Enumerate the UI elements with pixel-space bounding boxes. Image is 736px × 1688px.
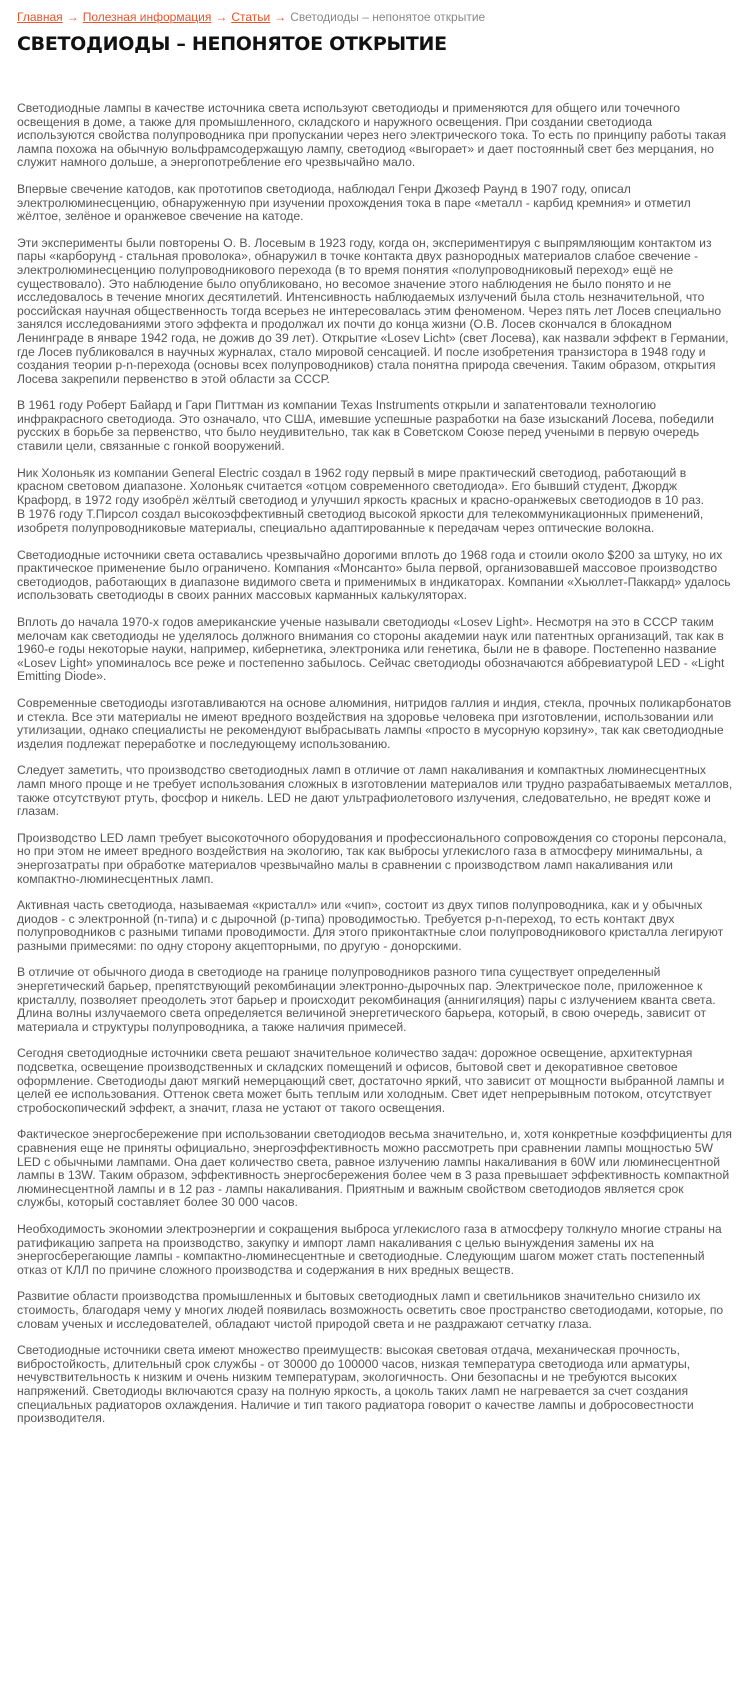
article-paragraph: Современные светодиоды изготавливаются на основе алюминия, нитридов галлия и индия, стекла, прочных поликарбонатов и стекла. Все эти материалы не имеют вредного воздействия на здоровье человека при изготовлении, использовании или утилизации, однако специалисты не рекомендуют выбрасывать лампы «просто в мусорную корзину», так как светодиодные изделия подлежат переработке и последующему использованию.: [17, 695, 732, 751]
article-paragraph: В 1961 году Роберт Байард и Гари Питтман из компании Texas Instruments открыли и запатентовали технологию инфракрасного светодиода. Это означало, что США, имевшие успешные разработки на базе изысканий Лосева, победили русских в борьбе за первенство, что было неудивительно, так как в Советском Союзе перед учеными в первую очередь ставили цели, связанные с гонкой вооружений.: [17, 398, 714, 454]
breadcrumb: [17, 10, 721, 25]
page-header: [17, 10, 721, 55]
breadcrumb-link-useful-info[interactable]: Полезная информация: [82, 10, 212, 24]
article-paragraph: Светодиодные источники света оставались чрезвычайно дорогими вплоть до 1968 года и стоили около $200 за штуку, но их практическое применение было ограничено. Компания «Монсанто» была первой, организовавшей массовое производство светодиодов, работающих в диапазоне видимого света и применимых в индикаторах. Компании «Хьюллет-Паккард» удалось использовать светодиоды в своих ранних массовых карманных калькуляторах.: [17, 547, 731, 603]
breadcrumb-separator: →: [66, 10, 79, 24]
article-paragraph: Необходимость экономии электроэнергии и сокращения выброса углекислого газа в атмосферу толкнуло многие страны на ратификацию запрета на производство, закупку и импорт ламп накаливания с целью вынуждения замены их на энергосберегающие лампы - компактно-люминесцентные и светодиодные. Следующим шагом может стать постепенный отказ от КЛЛ по причине сложного производства и содержания в них вредных веществ.: [17, 1221, 722, 1277]
article-paragraph: Вплоть до начала 1970-х годов американские ученые называли светодиоды «Losev Light». Несмотря на это в СССР таким мелочам как светодиоды не уделялось должного внимания со стороны академии наук или патентных организаций, так как в 1960-е годы некоторые науки, например, кибернетика, электроника или генетика, были не в фаворе. Постепенно название «Losev Light» упоминалось все реже и постепенно забылось. Сейчас светодиоды обозначаются аббревиатурой LED - «Light Emitting Diode».: [17, 615, 725, 684]
article-paragraph: В отличие от обычного диода в светодиоде на границе полупроводников разного типа существует определенный энергетический барьер, препятствующий рекомбинации электронно-дырочных пар. Электрическое поле, приложенное к кристаллу, позволяет преодолеть этот барьер и происходит рекомбинация (аннигиляция) пары с излучением кванта света. Длина волны излучаемого света определяется величиной энергетического барьера, который, в свою очередь, зависит от материала и структуры полупроводника, а также наличия примесей.: [17, 965, 716, 1034]
article-paragraph: Светодиодные источники света имеют множество преимуществ: высокая световая отдача, механическая прочность, вибростойкость, длительный срок службы - от 30000 до 100000 часов, низкая температура светодиода или арматуры, нечувствительность к низким и очень низким температурам, экологичность. Они безопасны и не требуются высоких напряжений. Светодиоды включаются сразу на полную яркость, а цоколь таких ламп не нагревается за счет создания специальных радиаторов охлаждения. Наличие и тип такого радиатора говорит о качестве лампы и добросовестности производителя.: [17, 1343, 694, 1426]
article-paragraph: Следует заметить, что производство светодиодных ламп в отличие от ламп накаливания и компактных люминесцентных ламп много проще и не требует использования сложных в изготовлении материалов или трудно разрабатываемых металлов, также отсутствуют ртуть, фосфор и никель. LED не дают ультрафиолетового излучения, следовательно, не вредят коже и глазам.: [17, 763, 733, 819]
breadcrumb-separator: →: [215, 10, 228, 24]
article-paragraph: Светодиодные лампы в качестве источника света используют светодиоды и применяются для общего или точечного освещения в доме, а также для промышленного, складского и наружного освещения. При создании светодиода используются свойства полупроводника при пропускании через него электрического тока. То есть по принципу работы такая лампа похожа на обычную вольфрамсодержащую лампу, светодиод «выгорает» и дает постоянный свет без мерцания, но служит намного дольше, а энергопотребление его чрезвычайно мало.: [17, 101, 727, 170]
article-paragraph: Впервые свечение катодов, как прототипов светодиода, наблюдал Генри Джозеф Раунд в 1907 году, описал электролюминесценцию, обнаруженную при изучении прохождения тока в паре «металл - карбид кремния» и отметил жёлтое, зелёное и оранжевое свечение на катоде.: [17, 181, 691, 224]
breadcrumb-link-home[interactable]: Главная: [17, 10, 63, 24]
article-paragraph: В 1976 году Т.Пирсол создал высокоэффективный светодиод высокой яркости для телекоммуникационных применений, изобретя полупроводниковые материалы, специально адаптированные к передачам через оптические волокна.: [17, 507, 704, 536]
article-paragraph: Производство LED ламп требует высокоточного оборудования и профессионального сопровождения со стороны персонала, но при этом не имеет вредного воздействия на экологию, так как выбросы углекислого газа в атмосферу минимальны, а энергозатраты при обработке материалов чрезвычайно малы в сравнении с производством ламп накаливания или компактно-люминесцентных ламп.: [17, 830, 727, 886]
article-body: [17, 102, 733, 1439]
page-title: СВЕТОДИОДЫ – НЕПОНЯТОЕ ОТКРЫТИЕ: [17, 33, 447, 55]
breadcrumb-link-articles[interactable]: Статьи: [231, 10, 271, 24]
article-paragraph: Эти эксперименты были повторены О. В. Лосевым в 1923 году, когда он, экспериментируя с выпрямляющим контактом из пары «карборунд - стальная проволока», обнаружил в точке контакта двух разнородных материалов слабое свечение - электролюминесценцию полупроводникового перехода (в то время понятия «полупроводниковый переход» ещё не существовало). Это наблюдение было опубликовано, но весомое значение этого наблюдения не было понято и не исследовалось в течение многих десятилетий. Интенсивность наблюдаемых излучений была столь незначительной, что российская научная общественность тогда всерьез не интересовалась этим феноменом. Через пять лет Лосев специально занялся исследованиями этого эффекта и продолжал их почти до конца жизни (О.В. Лосев скончался в блокадном Ленинграде в январе 1942 года, не дожив до 39 лет). Открытие «Losev Licht» (свет Лосева), как назвали эффект в Германии, где Лосев публиковался в научных журналах, стало мировой сенсацией. И после изобретения транзистора в 1948 году и создания теории p-n-перехода (основы всех полупроводников) стала понятна природа свечения. Таким образом, открытия Лосева закрепили первенство в этой области за СССР.: [17, 235, 729, 386]
article-paragraph: Фактическое энергосбережение при использовании светодиодов весьма значительно, и, хотя конкретные коэффициенты для сравнения еще не приняты официально, энергоэффективность можно рассмотреть при сравнении лампы мощностью 5W LED с обычными лампами. Она дает количество света, равное излучению лампы накаливания в 60W или люминесцентной лампы в 13W. Таким образом, эффективность энергосбережения более чем в 3 раза превышает эффективность компактной люминесцентной лампы и в 12 раз - лампы накаливания. Приятным и важным свойством светодиодов является срок службы, который составляет более 30 000 часов.: [17, 1127, 732, 1210]
breadcrumb-current: Светодиоды – непонятое открытие: [290, 10, 486, 24]
article-paragraph: Активная часть светодиода, называемая «кристалл» или «чип», состоит из двух типов полупроводника, как и у обычных диодов - с электронной (n-типа) и с дырочной (p-типа) проводимостью. Требуется p-n-переход, то есть контакт двух полупроводников с разными типами проводимости. Для этого приконтактные слои полупроводникового кристалла легируют разными примесями: по одну сторону акцепторными, по другую - донорскими.: [17, 898, 724, 953]
article-paragraph: Ник Холоньяк из компании General Electric создал в 1962 году первый в мире практический светодиод, работающий в красном световом диапазоне. Холоньяк считается «отцом современного светодиода». Его бывший студент, Джордж Крафорд, в 1972 году изобрёл жёлтый светодиод и улучшил яркость красных и красно-оранжевых светодиодов в 10 раз.: [17, 465, 705, 507]
article-paragraph: Развитие области производства промышленных и бытовых светодиодных ламп и светильников значительно снизило их стоимость, благодаря чему у многих людей появилась возможность осветить свое пространство светодиодами, которые, по словам ученых и исследователей, обладают чистой природой света и не раздражают сетчатку глаза.: [17, 1289, 724, 1331]
article-paragraph: Сегодня светодиодные источники света решают значительное количество задач: дорожное освещение, архитектурная подсветка, освещение производственных и складских помещений и офисов, бытовой свет и декоративное световое оформление. Светодиоды дают мягкий немерцающий свет, достаточно яркий, что зависит от мощности выбранной лампы и целей ее использования. Оттенок света может быть теплым или холодным. Свет идет непрерывным потоком, отсутствует стробоскопический эффект, а значит, глаза не устают от такого освещения.: [17, 1046, 725, 1115]
breadcrumb-separator: →: [274, 10, 287, 24]
